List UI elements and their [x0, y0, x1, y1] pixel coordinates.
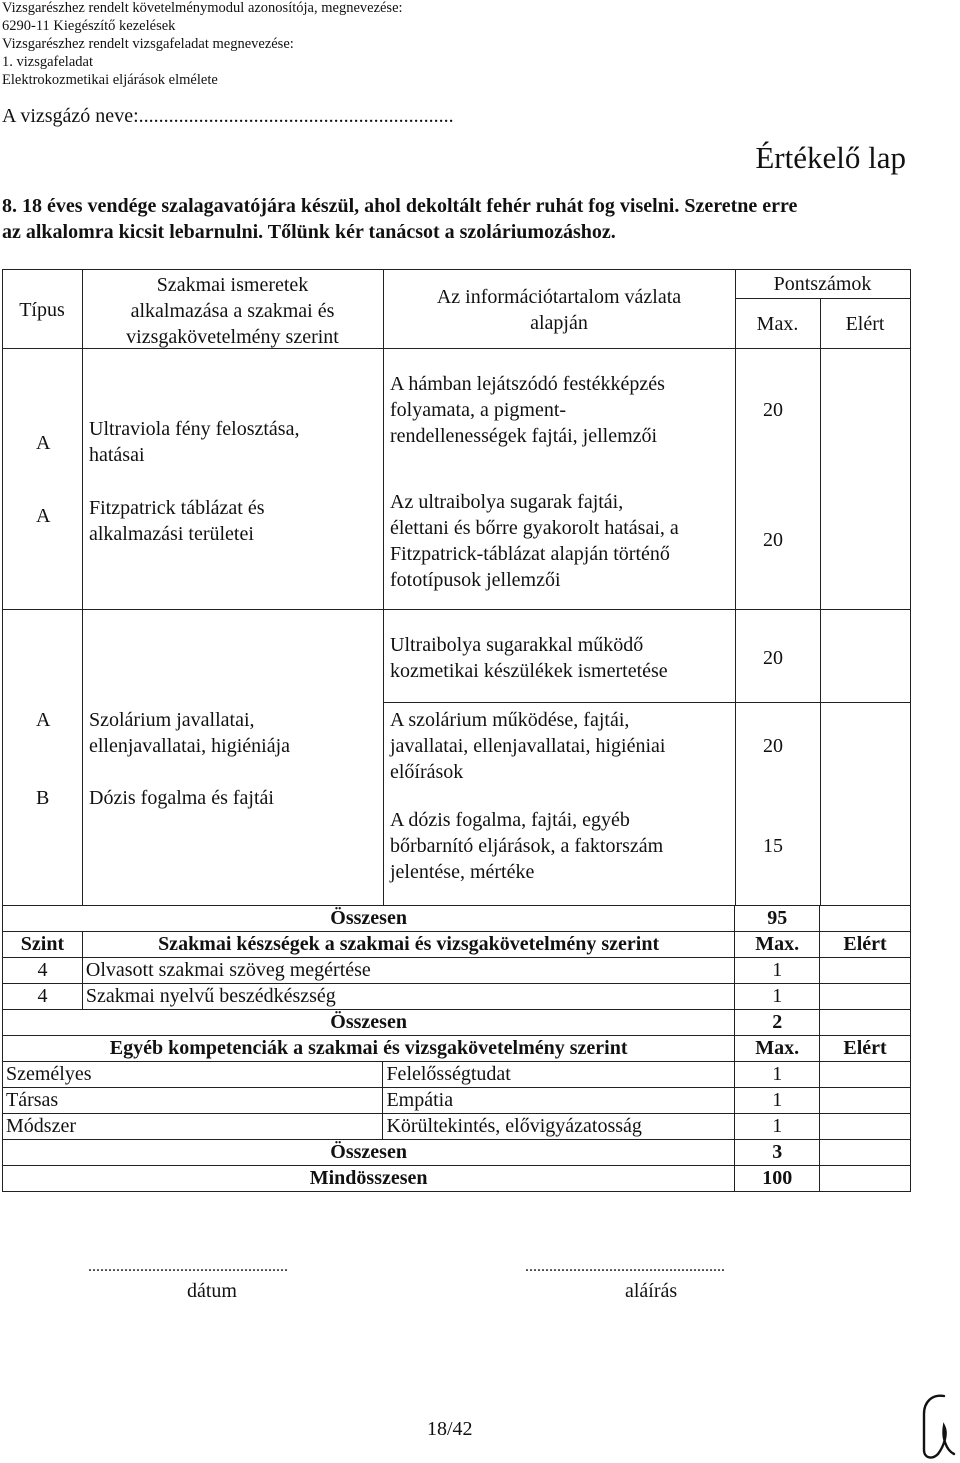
- table-row: [3, 1166, 911, 1192]
- row-2-max: 20: [763, 529, 783, 551]
- achieved-cell: [820, 1062, 911, 1088]
- competencies-header: Egyéb kompetenciák a szakmai és vizsgakövetelmény szerint: [3, 1036, 735, 1062]
- column-header-info: Az információtartalom vázlata alapján: [436, 286, 682, 334]
- competency-max: 1: [735, 1062, 820, 1088]
- total-label: Összesen: [3, 1010, 735, 1036]
- row-1-max: 20: [763, 399, 783, 421]
- table-row: [3, 1140, 911, 1166]
- row-4-knowledge: Szolárium javallatai, ellenjavallatai, higiéniája: [89, 709, 291, 757]
- row-1-info: A hámban lejátszódó festékképzés folyamata, a pigment- rendellenességek fajtái, jellemzői: [390, 373, 665, 447]
- skills-achieved-header: Elért: [820, 932, 911, 958]
- competency-group: Személyes: [3, 1062, 383, 1088]
- date-label: dátum: [187, 1280, 237, 1302]
- table-row: [3, 1036, 911, 1062]
- competencies-max-header: Max.: [735, 1036, 820, 1062]
- task-label: Vizsgarészhez rendelt vizsgafeladat megnevezése:: [2, 36, 294, 52]
- competency-name: Felelősségtudat: [383, 1062, 735, 1088]
- total-value: 95: [735, 906, 820, 932]
- row-1-type: A: [36, 432, 51, 454]
- achieved-cell: [820, 906, 911, 932]
- achieved-cell: [820, 958, 911, 984]
- handwritten-signature-mark: [914, 1388, 960, 1463]
- skill-level: 4: [3, 984, 83, 1010]
- achieved-cell: [820, 1114, 911, 1140]
- skill-name: Szakmai nyelvű beszédkészség: [82, 984, 734, 1010]
- skill-max: 1: [735, 984, 820, 1010]
- page-number: 18/42: [427, 1418, 473, 1440]
- row-2-knowledge: Fitzpatrick táblázat és alkalmazási területei: [89, 497, 265, 545]
- column-header-knowledge: Szakmai ismeretek alkalmazása a szakmai és vizsgakövetelmény szerint: [126, 274, 339, 348]
- total-label: Összesen: [3, 906, 735, 932]
- row-3-max: 20: [763, 647, 783, 669]
- row-5-info: A dózis fogalma, fajtái, egyéb bőrbarnító eljárások, a faktorszám jelentése, mértéke: [390, 809, 664, 883]
- task-name: Elektrokozmetikai eljárások elmélete: [2, 72, 218, 88]
- achieved-cell: [820, 1088, 911, 1114]
- row-5-type: B: [36, 787, 50, 809]
- column-header-points: Pontszámok: [773, 273, 872, 295]
- skills-max-header: Max.: [735, 932, 820, 958]
- task-text-line-1: 8. 18 éves vendége szalagavatójára készül, ahol dekoltált fehér ruhát fog viselni. Szeretne erre: [2, 195, 798, 217]
- column-header-max: Max.: [756, 313, 799, 335]
- table-row: [3, 1010, 911, 1036]
- competencies-achieved-header: Elért: [820, 1036, 911, 1062]
- competency-name: Körültekintés, elővigyázatosság: [383, 1114, 735, 1140]
- column-header-type: Típus: [19, 299, 65, 321]
- page-title: Értékelő lap: [755, 140, 906, 175]
- signature-line: ..................................................: [525, 1258, 725, 1275]
- table-row: [3, 984, 911, 1010]
- module-name: 6290-11 Kiegészítő kezelések: [2, 18, 176, 34]
- achieved-cell: [820, 984, 911, 1010]
- competency-group: Társas: [3, 1088, 383, 1114]
- task-number: 1. vizsgafeladat: [2, 54, 93, 70]
- table-row: [3, 1062, 911, 1088]
- date-line: ..................................................: [88, 1258, 288, 1275]
- table-row: [3, 906, 911, 932]
- row-5-knowledge: Dózis fogalma és fajtái: [89, 787, 274, 809]
- task-text-line-2: az alkalomra kicsit lebarnulni. Tőlünk kér tanácsot a szoláriumozáshoz.: [2, 221, 616, 243]
- skills-header: Szakmai készségek a szakmai és vizsgakövetelmény szerint: [82, 932, 734, 958]
- row-4-info: A szolárium működése, fajtái, javallatai, ellenjavallatai, higiéniai előírások: [390, 709, 666, 783]
- row-1-knowledge: Ultraviola fény felosztása, hatásai: [89, 418, 300, 466]
- skill-level: 4: [3, 958, 83, 984]
- achieved-cell: [820, 1140, 911, 1166]
- row-2-type: A: [36, 505, 51, 527]
- skill-max: 1: [735, 958, 820, 984]
- row-4-max: 20: [763, 735, 783, 757]
- competency-name: Empátia: [383, 1088, 735, 1114]
- grand-total-label: Mindösszesen: [3, 1166, 735, 1192]
- module-label: Vizsgarészhez rendelt követelménymodul azonosítója, megnevezése:: [2, 0, 403, 16]
- achieved-cell: [820, 1010, 911, 1036]
- row-5-max: 15: [763, 835, 783, 857]
- signature-label: aláírás: [625, 1280, 678, 1302]
- table-row: [3, 958, 911, 984]
- column-header-achieved: Elért: [845, 313, 885, 335]
- competency-max: 1: [735, 1088, 820, 1114]
- table-row: [3, 1088, 911, 1114]
- row-3-info: Ultraibolya sugarakkal működő kozmetikai készülékek ismertetése: [390, 634, 668, 682]
- achieved-cell: [820, 1166, 911, 1192]
- total-label: Összesen: [3, 1140, 735, 1166]
- summary-table: [2, 905, 911, 1192]
- skill-name: Olvasott szakmai szöveg megértése: [82, 958, 734, 984]
- grand-total-value: 100: [735, 1166, 820, 1192]
- competency-max: 1: [735, 1114, 820, 1140]
- table-row: [3, 1114, 911, 1140]
- row-2-info: Az ultraibolya sugarak fajtái, élettani és bőrre gyakorolt hatásai, a Fitzpatrick-táblázat alapján történő fototípusok jellemzői: [390, 491, 679, 591]
- table-row: [3, 932, 911, 958]
- total-value: 2: [735, 1010, 820, 1036]
- competency-group: Módszer: [3, 1114, 383, 1140]
- examinee-name-line: A vizsgázó neve:...............................................................: [2, 105, 454, 127]
- level-header: Szint: [3, 932, 83, 958]
- total-value: 3: [735, 1140, 820, 1166]
- row-4-type: A: [36, 709, 51, 731]
